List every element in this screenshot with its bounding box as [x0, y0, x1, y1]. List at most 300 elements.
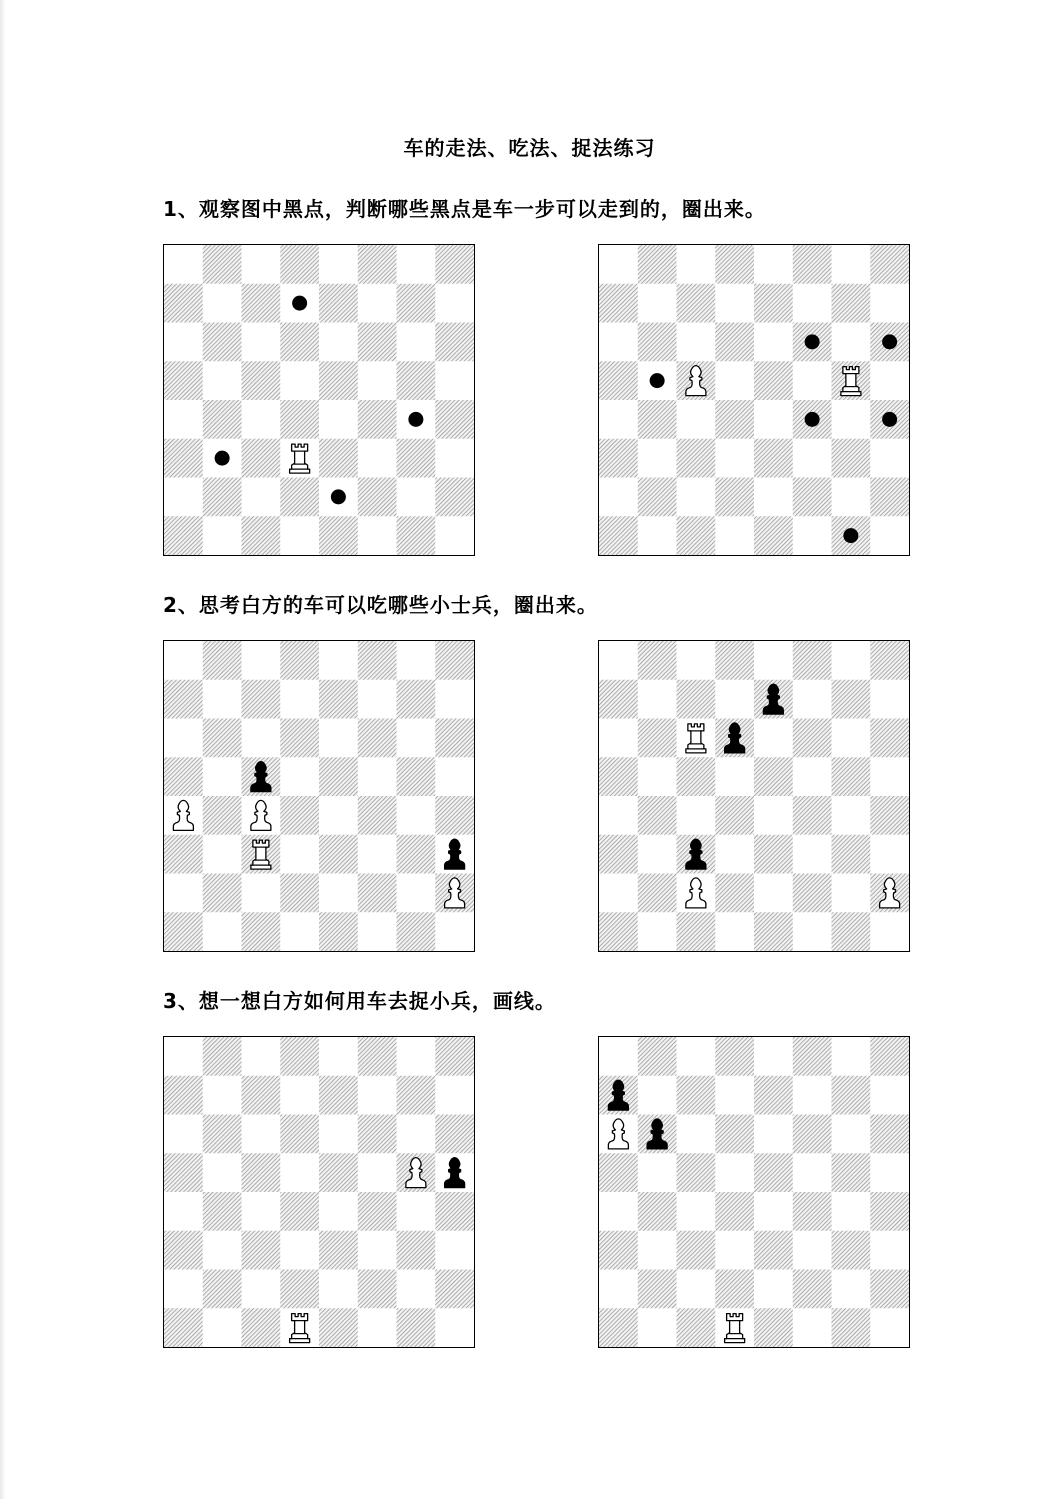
- board-square[interactable]: [242, 1076, 281, 1115]
- board-square[interactable]: [677, 796, 716, 835]
- board-square[interactable]: [793, 1231, 832, 1270]
- board-square[interactable]: [754, 1037, 793, 1076]
- board-square[interactable]: [715, 1153, 754, 1192]
- board-square[interactable]: [715, 323, 754, 362]
- board-square[interactable]: [677, 1037, 716, 1076]
- board-square[interactable]: [832, 874, 871, 913]
- board-square[interactable]: [832, 796, 871, 835]
- board-square[interactable]: [870, 439, 909, 478]
- board-square[interactable]: [638, 478, 677, 517]
- board-square[interactable]: [870, 757, 909, 796]
- board-square[interactable]: [242, 641, 281, 680]
- board-square[interactable]: [164, 361, 203, 400]
- board-square[interactable]: [319, 719, 358, 758]
- board-square[interactable]: [280, 361, 319, 400]
- board-square[interactable]: [754, 323, 793, 362]
- board-square[interactable]: [677, 323, 716, 362]
- board-square[interactable]: [638, 1037, 677, 1076]
- board-square[interactable]: [677, 245, 716, 284]
- board-square[interactable]: [638, 400, 677, 439]
- board-square[interactable]: [203, 1115, 242, 1154]
- board-square[interactable]: [870, 516, 909, 555]
- board-square[interactable]: [203, 284, 242, 323]
- board-square[interactable]: [203, 719, 242, 758]
- board-square[interactable]: [280, 1153, 319, 1192]
- board-square[interactable]: [358, 478, 397, 517]
- board-square[interactable]: [435, 439, 474, 478]
- board-square[interactable]: [358, 1192, 397, 1231]
- chessboard-3-right[interactable]: [598, 1036, 910, 1348]
- board-square[interactable]: [793, 680, 832, 719]
- board-square[interactable]: [280, 874, 319, 913]
- board-square[interactable]: [793, 1153, 832, 1192]
- board-square[interactable]: [832, 641, 871, 680]
- board-square[interactable]: [280, 719, 319, 758]
- board-square[interactable]: [319, 757, 358, 796]
- board-square[interactable]: [677, 757, 716, 796]
- board-square[interactable]: [397, 1270, 436, 1309]
- board-square[interactable]: [203, 1153, 242, 1192]
- board-square[interactable]: [319, 245, 358, 284]
- board-square[interactable]: [754, 1308, 793, 1347]
- board-square[interactable]: [319, 1192, 358, 1231]
- board-square[interactable]: [793, 719, 832, 758]
- board-square[interactable]: [832, 1153, 871, 1192]
- board-square[interactable]: [793, 1270, 832, 1309]
- board-square[interactable]: [715, 796, 754, 835]
- board-square[interactable]: [280, 757, 319, 796]
- board-square[interactable]: [870, 1192, 909, 1231]
- board-square[interactable]: [870, 796, 909, 835]
- board-square[interactable]: [280, 1231, 319, 1270]
- board-square[interactable]: [754, 361, 793, 400]
- board-square[interactable]: [599, 478, 638, 517]
- board-square[interactable]: [435, 719, 474, 758]
- board-square[interactable]: [280, 478, 319, 517]
- board-square[interactable]: [164, 516, 203, 555]
- board-square[interactable]: [677, 439, 716, 478]
- board-square[interactable]: [203, 641, 242, 680]
- board-square[interactable]: [715, 400, 754, 439]
- board-square[interactable]: [203, 680, 242, 719]
- board-square[interactable]: [638, 323, 677, 362]
- board-square[interactable]: [203, 1308, 242, 1347]
- board-square[interactable]: [358, 796, 397, 835]
- board-square[interactable]: [677, 641, 716, 680]
- board-square[interactable]: [319, 400, 358, 439]
- board-square[interactable]: [638, 284, 677, 323]
- board-square[interactable]: [319, 1231, 358, 1270]
- board-square[interactable]: [358, 439, 397, 478]
- board-square[interactable]: [715, 284, 754, 323]
- board-square[interactable]: [397, 796, 436, 835]
- board-square[interactable]: [870, 1270, 909, 1309]
- board-square[interactable]: [203, 400, 242, 439]
- board-square[interactable]: [280, 323, 319, 362]
- board-square[interactable]: [203, 323, 242, 362]
- board-square[interactable]: [638, 874, 677, 913]
- board-square[interactable]: [599, 516, 638, 555]
- board-square[interactable]: [397, 245, 436, 284]
- board-square[interactable]: [599, 874, 638, 913]
- board-square[interactable]: [164, 1192, 203, 1231]
- board-square[interactable]: [280, 1115, 319, 1154]
- board-square[interactable]: [203, 912, 242, 951]
- board-square[interactable]: [832, 757, 871, 796]
- board-square[interactable]: [164, 1076, 203, 1115]
- board-square[interactable]: [599, 796, 638, 835]
- board-square[interactable]: [638, 835, 677, 874]
- board-square[interactable]: [242, 719, 281, 758]
- board-square[interactable]: [358, 641, 397, 680]
- board-square[interactable]: [435, 284, 474, 323]
- board-square[interactable]: [397, 1076, 436, 1115]
- board-square[interactable]: [715, 1231, 754, 1270]
- board-square[interactable]: [164, 1270, 203, 1309]
- board-square[interactable]: [638, 245, 677, 284]
- board-square[interactable]: [319, 835, 358, 874]
- board-square[interactable]: [164, 400, 203, 439]
- board-square[interactable]: [715, 1076, 754, 1115]
- board-square[interactable]: [832, 680, 871, 719]
- board-square[interactable]: [435, 245, 474, 284]
- board-square[interactable]: [435, 323, 474, 362]
- board-square[interactable]: [754, 1270, 793, 1309]
- board-square[interactable]: [715, 835, 754, 874]
- board-square[interactable]: [793, 478, 832, 517]
- chessboard-3-left[interactable]: [163, 1036, 475, 1348]
- board-square[interactable]: [435, 1270, 474, 1309]
- board-square[interactable]: [832, 835, 871, 874]
- board-square[interactable]: [793, 796, 832, 835]
- board-square[interactable]: [319, 680, 358, 719]
- board-square[interactable]: [793, 912, 832, 951]
- board-square[interactable]: [677, 478, 716, 517]
- board-square[interactable]: [203, 835, 242, 874]
- board-square[interactable]: [203, 1037, 242, 1076]
- board-square[interactable]: [599, 641, 638, 680]
- board-square[interactable]: [715, 1270, 754, 1309]
- board-square[interactable]: [397, 1037, 436, 1076]
- board-square[interactable]: [599, 361, 638, 400]
- board-square[interactable]: [677, 1231, 716, 1270]
- board-square[interactable]: [715, 1037, 754, 1076]
- board-square[interactable]: [599, 719, 638, 758]
- board-square[interactable]: [793, 757, 832, 796]
- chessboard-2-right[interactable]: [598, 640, 910, 952]
- board-square[interactable]: [599, 757, 638, 796]
- board-square[interactable]: [793, 361, 832, 400]
- board-square[interactable]: [793, 1076, 832, 1115]
- board-square[interactable]: [599, 1308, 638, 1347]
- board-square[interactable]: [793, 641, 832, 680]
- board-square[interactable]: [677, 284, 716, 323]
- board-square[interactable]: [870, 1153, 909, 1192]
- board-square[interactable]: [870, 1076, 909, 1115]
- board-square[interactable]: [793, 516, 832, 555]
- board-square[interactable]: [832, 1192, 871, 1231]
- board-square[interactable]: [164, 757, 203, 796]
- board-square[interactable]: [319, 1115, 358, 1154]
- board-square[interactable]: [754, 1231, 793, 1270]
- board-square[interactable]: [280, 835, 319, 874]
- board-square[interactable]: [242, 478, 281, 517]
- board-square[interactable]: [715, 439, 754, 478]
- board-square[interactable]: [715, 912, 754, 951]
- board-square[interactable]: [397, 1192, 436, 1231]
- board-square[interactable]: [242, 516, 281, 555]
- board-square[interactable]: [793, 1192, 832, 1231]
- board-square[interactable]: [435, 361, 474, 400]
- board-square[interactable]: [242, 400, 281, 439]
- board-square[interactable]: [203, 1076, 242, 1115]
- board-square[interactable]: [638, 439, 677, 478]
- board-square[interactable]: [715, 478, 754, 517]
- board-square[interactable]: [358, 1308, 397, 1347]
- board-square[interactable]: [203, 757, 242, 796]
- board-square[interactable]: [754, 1192, 793, 1231]
- board-square[interactable]: [358, 516, 397, 555]
- board-square[interactable]: [870, 361, 909, 400]
- board-square[interactable]: [754, 796, 793, 835]
- board-square[interactable]: [164, 680, 203, 719]
- board-square[interactable]: [358, 1270, 397, 1309]
- board-square[interactable]: [599, 680, 638, 719]
- board-square[interactable]: [754, 719, 793, 758]
- chessboard-2-left[interactable]: [163, 640, 475, 952]
- board-square[interactable]: [397, 719, 436, 758]
- board-square[interactable]: [397, 641, 436, 680]
- board-square[interactable]: [164, 245, 203, 284]
- board-square[interactable]: [242, 439, 281, 478]
- board-square[interactable]: [715, 245, 754, 284]
- board-square[interactable]: [677, 400, 716, 439]
- board-square[interactable]: [715, 1115, 754, 1154]
- board-square[interactable]: [638, 757, 677, 796]
- board-square[interactable]: [638, 912, 677, 951]
- board-square[interactable]: [397, 361, 436, 400]
- board-square[interactable]: [280, 641, 319, 680]
- board-square[interactable]: [754, 284, 793, 323]
- board-square[interactable]: [280, 680, 319, 719]
- board-square[interactable]: [677, 1270, 716, 1309]
- board-square[interactable]: [164, 912, 203, 951]
- board-square[interactable]: [435, 400, 474, 439]
- board-square[interactable]: [754, 874, 793, 913]
- board-square[interactable]: [242, 1308, 281, 1347]
- board-square[interactable]: [677, 516, 716, 555]
- board-square[interactable]: [677, 1192, 716, 1231]
- board-square[interactable]: [319, 912, 358, 951]
- board-square[interactable]: [280, 796, 319, 835]
- board-square[interactable]: [435, 1037, 474, 1076]
- board-square[interactable]: [319, 323, 358, 362]
- board-square[interactable]: [754, 439, 793, 478]
- board-square[interactable]: [358, 284, 397, 323]
- board-square[interactable]: [319, 439, 358, 478]
- board-square[interactable]: [870, 284, 909, 323]
- board-square[interactable]: [754, 245, 793, 284]
- board-square[interactable]: [599, 284, 638, 323]
- board-square[interactable]: [280, 1270, 319, 1309]
- board-square[interactable]: [358, 1231, 397, 1270]
- board-square[interactable]: [638, 1231, 677, 1270]
- board-square[interactable]: [435, 478, 474, 517]
- board-square[interactable]: [793, 439, 832, 478]
- board-square[interactable]: [832, 1231, 871, 1270]
- board-square[interactable]: [832, 400, 871, 439]
- board-square[interactable]: [638, 1308, 677, 1347]
- board-square[interactable]: [638, 680, 677, 719]
- board-square[interactable]: [599, 1231, 638, 1270]
- board-square[interactable]: [870, 641, 909, 680]
- board-square[interactable]: [203, 1192, 242, 1231]
- board-square[interactable]: [793, 245, 832, 284]
- board-square[interactable]: [397, 323, 436, 362]
- board-square[interactable]: [280, 400, 319, 439]
- board-square[interactable]: [242, 361, 281, 400]
- board-square[interactable]: [397, 1115, 436, 1154]
- board-square[interactable]: [319, 1037, 358, 1076]
- board-square[interactable]: [203, 1231, 242, 1270]
- board-square[interactable]: [677, 680, 716, 719]
- board-square[interactable]: [280, 245, 319, 284]
- board-square[interactable]: [203, 516, 242, 555]
- board-square[interactable]: [793, 1308, 832, 1347]
- board-square[interactable]: [164, 874, 203, 913]
- board-square[interactable]: [319, 1270, 358, 1309]
- board-square[interactable]: [319, 1076, 358, 1115]
- board-square[interactable]: [638, 796, 677, 835]
- board-square[interactable]: [358, 680, 397, 719]
- board-square[interactable]: [870, 912, 909, 951]
- board-square[interactable]: [397, 835, 436, 874]
- board-square[interactable]: [319, 284, 358, 323]
- board-square[interactable]: [793, 284, 832, 323]
- board-square[interactable]: [358, 400, 397, 439]
- board-square[interactable]: [358, 912, 397, 951]
- board-square[interactable]: [164, 284, 203, 323]
- board-square[interactable]: [397, 1308, 436, 1347]
- board-square[interactable]: [599, 245, 638, 284]
- board-square[interactable]: [754, 912, 793, 951]
- board-square[interactable]: [754, 641, 793, 680]
- board-square[interactable]: [435, 757, 474, 796]
- board-square[interactable]: [358, 1037, 397, 1076]
- board-square[interactable]: [638, 719, 677, 758]
- board-square[interactable]: [599, 1037, 638, 1076]
- board-square[interactable]: [280, 516, 319, 555]
- board-square[interactable]: [435, 516, 474, 555]
- board-square[interactable]: [870, 719, 909, 758]
- board-square[interactable]: [358, 245, 397, 284]
- board-square[interactable]: [832, 439, 871, 478]
- board-square[interactable]: [435, 1308, 474, 1347]
- board-square[interactable]: [599, 323, 638, 362]
- board-square[interactable]: [754, 835, 793, 874]
- board-square[interactable]: [870, 1115, 909, 1154]
- board-square[interactable]: [358, 835, 397, 874]
- board-square[interactable]: [397, 284, 436, 323]
- board-square[interactable]: [164, 323, 203, 362]
- board-square[interactable]: [870, 835, 909, 874]
- board-square[interactable]: [677, 912, 716, 951]
- board-square[interactable]: [203, 478, 242, 517]
- board-square[interactable]: [358, 361, 397, 400]
- board-square[interactable]: [280, 1037, 319, 1076]
- board-square[interactable]: [164, 1037, 203, 1076]
- board-square[interactable]: [242, 912, 281, 951]
- board-square[interactable]: [435, 796, 474, 835]
- board-square[interactable]: [832, 1076, 871, 1115]
- board-square[interactable]: [832, 719, 871, 758]
- board-square[interactable]: [319, 1308, 358, 1347]
- board-square[interactable]: [677, 1308, 716, 1347]
- board-square[interactable]: [793, 874, 832, 913]
- board-square[interactable]: [242, 1270, 281, 1309]
- board-square[interactable]: [754, 757, 793, 796]
- board-square[interactable]: [435, 1231, 474, 1270]
- board-square[interactable]: [397, 478, 436, 517]
- board-square[interactable]: [203, 874, 242, 913]
- board-square[interactable]: [358, 323, 397, 362]
- board-square[interactable]: [319, 796, 358, 835]
- board-square[interactable]: [164, 1115, 203, 1154]
- board-square[interactable]: [638, 1192, 677, 1231]
- board-square[interactable]: [164, 719, 203, 758]
- board-square[interactable]: [435, 641, 474, 680]
- board-square[interactable]: [242, 1231, 281, 1270]
- board-square[interactable]: [715, 680, 754, 719]
- board-square[interactable]: [638, 1270, 677, 1309]
- board-square[interactable]: [832, 1115, 871, 1154]
- board-square[interactable]: [832, 323, 871, 362]
- board-square[interactable]: [715, 757, 754, 796]
- board-square[interactable]: [638, 1153, 677, 1192]
- board-square[interactable]: [599, 400, 638, 439]
- board-square[interactable]: [870, 1231, 909, 1270]
- board-square[interactable]: [832, 1270, 871, 1309]
- board-square[interactable]: [832, 284, 871, 323]
- board-square[interactable]: [358, 1153, 397, 1192]
- board-square[interactable]: [435, 912, 474, 951]
- board-square[interactable]: [435, 1192, 474, 1231]
- board-square[interactable]: [319, 874, 358, 913]
- board-square[interactable]: [832, 1308, 871, 1347]
- board-square[interactable]: [599, 912, 638, 951]
- board-square[interactable]: [599, 835, 638, 874]
- board-square[interactable]: [435, 1115, 474, 1154]
- board-square[interactable]: [397, 874, 436, 913]
- board-square[interactable]: [677, 1076, 716, 1115]
- board-square[interactable]: [599, 1192, 638, 1231]
- board-square[interactable]: [793, 1115, 832, 1154]
- board-square[interactable]: [754, 400, 793, 439]
- board-square[interactable]: [164, 1308, 203, 1347]
- board-square[interactable]: [242, 323, 281, 362]
- board-square[interactable]: [638, 1076, 677, 1115]
- board-square[interactable]: [599, 1153, 638, 1192]
- board-square[interactable]: [435, 1076, 474, 1115]
- board-square[interactable]: [754, 1153, 793, 1192]
- board-square[interactable]: [280, 912, 319, 951]
- board-square[interactable]: [319, 1153, 358, 1192]
- board-square[interactable]: [599, 1270, 638, 1309]
- board-square[interactable]: [599, 439, 638, 478]
- board-square[interactable]: [677, 1115, 716, 1154]
- board-square[interactable]: [754, 478, 793, 517]
- board-square[interactable]: [638, 516, 677, 555]
